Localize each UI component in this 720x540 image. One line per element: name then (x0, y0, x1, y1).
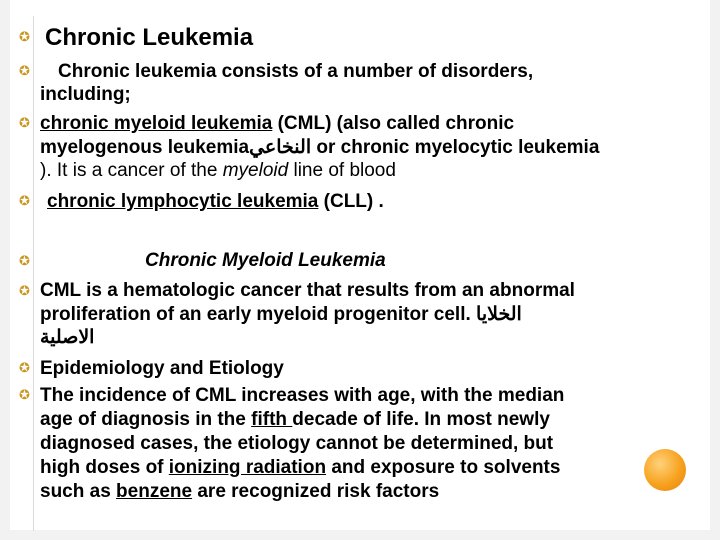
paragraph-2-line-2-a: myelogenous leukemia (40, 137, 250, 158)
paragraph-2-line-1 (40, 113, 514, 135)
paragraph-6-line-5 (40, 481, 439, 503)
vertical-rule (33, 16, 34, 531)
wheel-bullet-icon: ✪ (19, 361, 30, 376)
paragraph-6-line-1: The incidence of CML increases with age, with the median (40, 385, 565, 406)
paragraph-6-line-4-b: and exposure to solvents (326, 457, 561, 478)
paragraph-6-line-2-b: decade of life. In most newly (292, 409, 550, 430)
ionizing-radiation-link[interactable]: ionizing radiation (168, 457, 327, 478)
paragraph-6-line-3: diagnosed cases, the etiology cannot be determined, but (40, 433, 554, 454)
myeloid-italic: myeloid (222, 160, 289, 181)
paragraph-2-line-2-b: or chronic myelocytic leukemia (311, 137, 600, 158)
section-heading: Chronic Myeloid Leukemia (145, 250, 386, 271)
slide-title: Chronic Leukemia (45, 24, 254, 51)
paragraph-4-line-2-text: proliferation of an early myeloid progenitor cell. (40, 304, 477, 325)
paragraph-6-line-4 (40, 457, 560, 479)
wheel-bullet-icon: ✪ (19, 194, 30, 209)
paragraph-5: Epidemiology and Etiology (40, 358, 284, 379)
paragraph-4-line-1: CML is a hematologic cancer that results from an abnormal (40, 280, 575, 301)
slide-frame-left (0, 0, 10, 540)
wheel-bullet-icon: ✪ (19, 30, 30, 45)
paragraph-6-line-2 (40, 409, 550, 431)
fifth-underlined: fifth (251, 409, 293, 430)
benzene-link[interactable]: benzene (116, 481, 193, 502)
wheel-bullet-icon: ✪ (19, 284, 30, 299)
paragraph-1-line-1: Chronic leukemia consists of a number of disorders, (58, 61, 534, 82)
paragraph-2-line-1-rest: (CML) (also called chronic (272, 113, 515, 134)
arabic-term-cells: الخلايا (476, 304, 522, 325)
paragraph-4-line-2 (40, 304, 522, 326)
cll-term-link[interactable]: chronic lymphocytic leukemia (47, 191, 319, 212)
paragraph-6-line-5-b: are recognized risk factors (192, 481, 440, 502)
paragraph-2-line-3 (40, 160, 396, 182)
arabic-term-myeloid: النخاعي (249, 137, 312, 158)
orange-circle-decoration (644, 449, 686, 491)
paragraph-2-line-3-b: line of blood (288, 160, 396, 181)
wheel-bullet-icon: ✪ (19, 116, 30, 131)
wheel-bullet-icon: ✪ (19, 64, 30, 79)
paragraph-6-line-2-a: age of diagnosis in the (40, 409, 252, 430)
wheel-bullet-icon: ✪ (19, 254, 30, 269)
slide-frame-bottom (0, 530, 720, 540)
paragraph-2-line-3-a: ). It is a cancer of the (40, 160, 223, 181)
paragraph-2-line-2 (40, 137, 599, 159)
paragraph-4-line-3: الاصلية (40, 327, 95, 348)
cml-term-link[interactable]: chronic myeloid leukemia (40, 113, 273, 134)
paragraph-1-line-2: including; (40, 84, 131, 105)
paragraph-6-line-5-a: such as (40, 481, 117, 502)
paragraph-3-rest: (CLL) . (318, 191, 384, 212)
paragraph-3 (47, 191, 384, 213)
paragraph-6-line-4-a: high doses of (40, 457, 169, 478)
slide-frame-right (710, 0, 720, 540)
wheel-bullet-icon: ✪ (19, 388, 30, 403)
